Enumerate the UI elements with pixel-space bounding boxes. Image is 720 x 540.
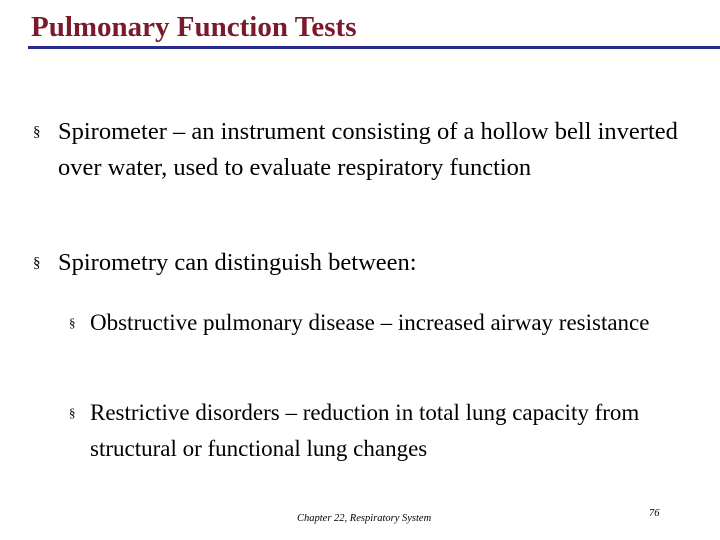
title-underline	[28, 46, 720, 49]
sub-bullet-text: Restrictive disorders – reduction in total lung capacity from structural or functional lung changes	[90, 400, 640, 461]
sub-bullet-text: Obstructive pulmonary disease – increased airway resistance	[90, 310, 650, 335]
bullet-spirometer	[33, 114, 693, 186]
sub-bullet-restrictive	[69, 395, 699, 467]
bullet-text: Spirometer – an instrument consisting of a hollow bell inverted over water, used to evaluate respiratory function	[58, 118, 678, 181]
page-number: 76	[649, 508, 660, 519]
slide-footer: Chapter 22, Respiratory System	[297, 513, 432, 524]
bullet-marker-icon: §	[33, 124, 41, 140]
bullet-spirometry	[33, 245, 693, 281]
slide-title: Pulmonary Function Tests	[31, 11, 357, 43]
bullet-marker-icon: §	[33, 255, 41, 271]
bullet-text: Spirometry can distinguish between:	[58, 249, 417, 276]
sub-bullet-obstructive	[69, 305, 699, 341]
sub-bullet-marker-icon: §	[69, 315, 76, 330]
sub-bullet-marker-icon: §	[69, 405, 76, 420]
